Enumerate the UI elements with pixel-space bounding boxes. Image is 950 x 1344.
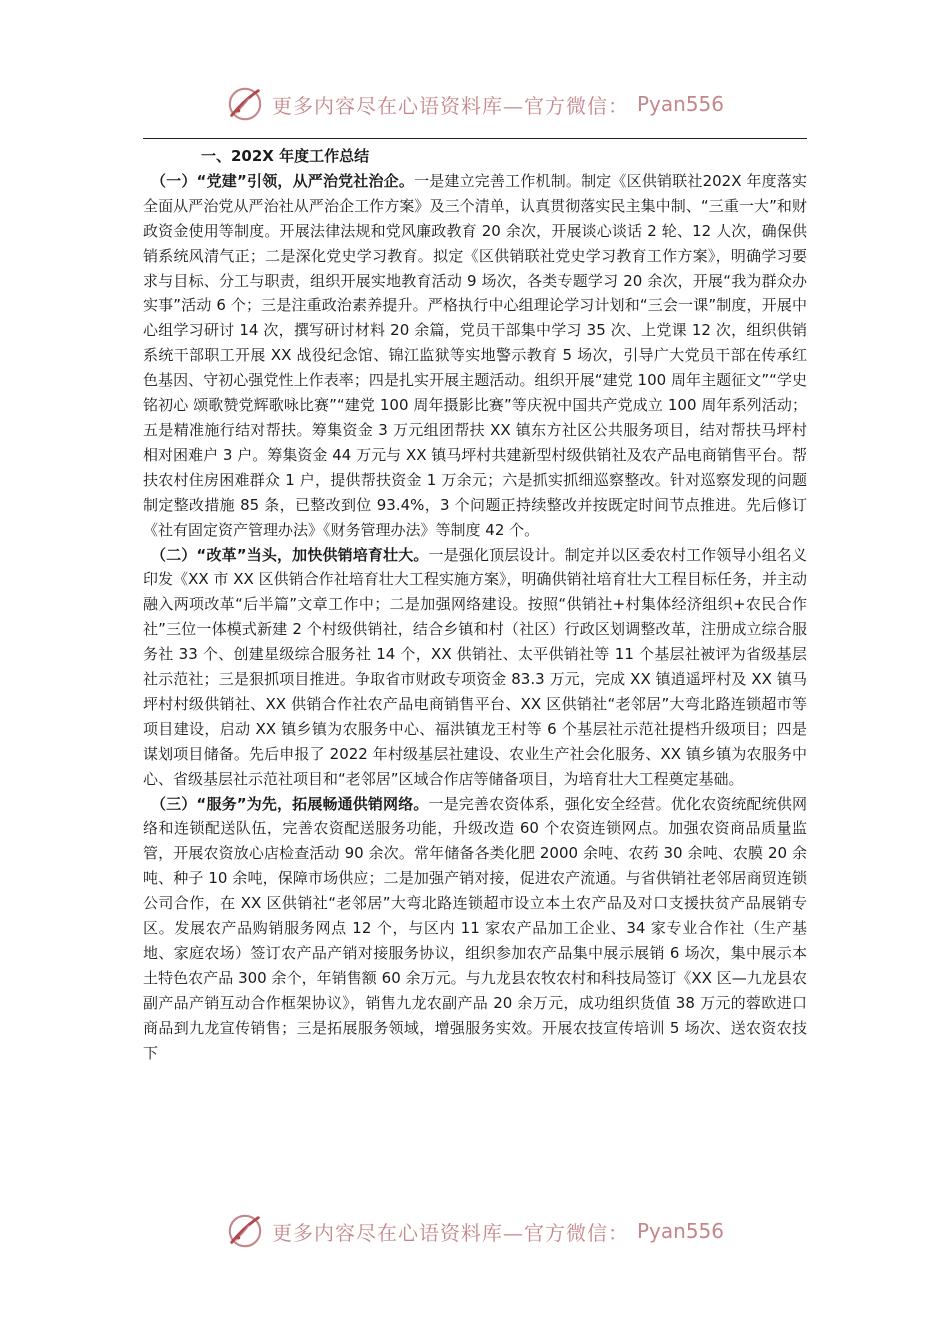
section-1-body: 一是建立完善工作机制。制定《区供销联社202X 年度落实全面从严治党从严治社从严治企工作方案》及三个清单，认真贯彻落实民主集中制、“三重一大”和财政资金使用等制度。开展法律法规和党风廉政教育 20 余次，开展谈心谈话 2 轮、12 人次，确保供销系统风清气正；二是深化党史学习教育。拟定《区供销联社党史学习教育工作方案》，明确学习要求与目标、分工与职责，组织开展实地教育活动 9 场次，各类专题学习 20 余次，开展“我为群众办实事”活动 6 个；三是注重政治素养提升。严格执行中心组理论学习计划和“三会一课”制度，开展中心组学习研讨 14 次，撰写研讨材料 20 余篇，党员干部集中学习 35 次、上党课 12 次，组织供销系统干部职工开展 XX 战役纪念馆、锦江监狱等实地警示教育 5 场次，引导广大党员干部在传承红色基因、守初心强党性上作表率；四是扎实开展主题活动。组织开展“建党 100 周年主题征文”“学史铭初心 颂歌赞党辉歌咏比赛”“建党 100 周年摄影比赛”等庆祝中国共产党成立 100 周年系列活动；五是精准施行结对帮扶。筹集资金 3 万元组团帮扶 XX 镇东方社区公共服务项目，结对帮扶马坪村相对困难户 3 户。筹集资金 44 万元与 XX 镇马坪村共建新型村级供销社及农产品电商销售平台。帮扶农村住房困难群众 1 户，提供帮扶资金 1 万余元；六是抓实抓细巡察整改。针对巡察发现的问题制定整改措施 85 条，已整改到位 93.4%，3 个问题正持续整改并按既定时间节点推进。先后修订《社有固定资产管理办法》《财务管理办法》等制度 42 个。 xyxy=(143,171,807,539)
footer-watermark xyxy=(0,1211,950,1251)
watermark-contact: Pyan556 xyxy=(636,92,724,116)
header-rule xyxy=(143,138,807,139)
watermark-text: 更多内容尽在心语资料库—官方微信： xyxy=(271,93,629,118)
logo-icon xyxy=(226,85,264,123)
section-3-title: （三）“服务”为先，拓展畅通供销网络。 xyxy=(151,794,429,813)
section-1 xyxy=(143,169,807,543)
watermark-contact: Pyan556 xyxy=(636,1219,724,1243)
section-1-title: （一）“党建”引领，从严治党社治企。 xyxy=(151,171,415,190)
section-heading: 一、202X 年度工作总结 xyxy=(201,147,370,165)
logo-icon xyxy=(226,1212,264,1250)
section-3-body: 一是完善农资体系，强化安全经营。优化农资统配统供网络和连锁配送队伍，完善农资配送服务功能，升级改造 60 个农资连锁网点。加强农资商品质量监管，开展农资放心店检查活动 90 余次。常年储备各类化肥 2000 余吨、农药 30 余吨、农膜 20 余吨、种子 10 余吨，保障市场供应；二是加强产销对接，促进农产流通。与省供销社老邻居商贸连锁公司合作，在 XX 区供销社“老邻居”大弯北路连锁超市设立本土农产品及对口支援扶贫产品展销专区。发展农产品购销服务网点 12 个，与区内 11 家农产品加工企业、34 家专业合作社（生产基地、家庭农场）签订农产品产销对接服务协议，组织参加农产品集中展示展销 6 场次，集中展示本土特色农产品 300 余个，年销售额 60 余万元。与九龙县农牧农村和科技局签订《XX 区—九龙县农副产品产销互动合作框架协议》，销售九龙农副产品 20 余万元，成功组织货值 38 万元的蓉欧进口商品到九龙宣传销售；三是拓展服务领域，增强服务实效。开展农技宣传培训 5 场次、送农资农技下 xyxy=(143,794,807,1062)
section-3 xyxy=(143,792,807,1066)
section-2 xyxy=(143,543,807,792)
header-watermark xyxy=(0,84,950,124)
document-body xyxy=(143,144,807,1066)
section-2-body: 一是强化顶层设计。制定并以区委农村工作领导小组名义印发《XX 市 XX 区供销合作社培育壮大工程实施方案》，明确供销社培育壮大工程目标任务，并主动融入两项改革“后半篇”文章工作中；二是加强网络建设。按照“供销社+村集体经济组织+农民合作社”三位一体模式新建 2 个村级供销社，结合乡镇和村（社区）行政区划调整改革，注册成立综合服务社 33 个、创建星级综合服务社 14 个，XX 供销社、太平供销社等 11 个基层社被评为省级基层社示范社；三是狠抓项目推进。争取省市财政专项资金 83.3 万元，完成 XX 镇逍遥坪村及 XX 镇马坪村村级供销社、XX 供销合作社农产品电商销售平台、XX 区供销社“老邻居”大弯北路连锁超市等项目建设，启动 XX 镇乡镇为农服务中心、福洪镇龙王村等 6 个基层社示范社提档升级项目；四是谋划项目储备。先后申报了 2022 年村级基层社建设、农业生产社会化服务、XX 镇乡镇为农服务中心、省级基层社示范社项目和“老邻居”区域合作店等储备项目，为培育壮大工程奠定基础。 xyxy=(143,545,807,788)
watermark-text: 更多内容尽在心语资料库—官方微信： xyxy=(271,1220,629,1245)
section-2-title: （二）“改革”当头，加快供销培育壮大。 xyxy=(151,545,429,564)
